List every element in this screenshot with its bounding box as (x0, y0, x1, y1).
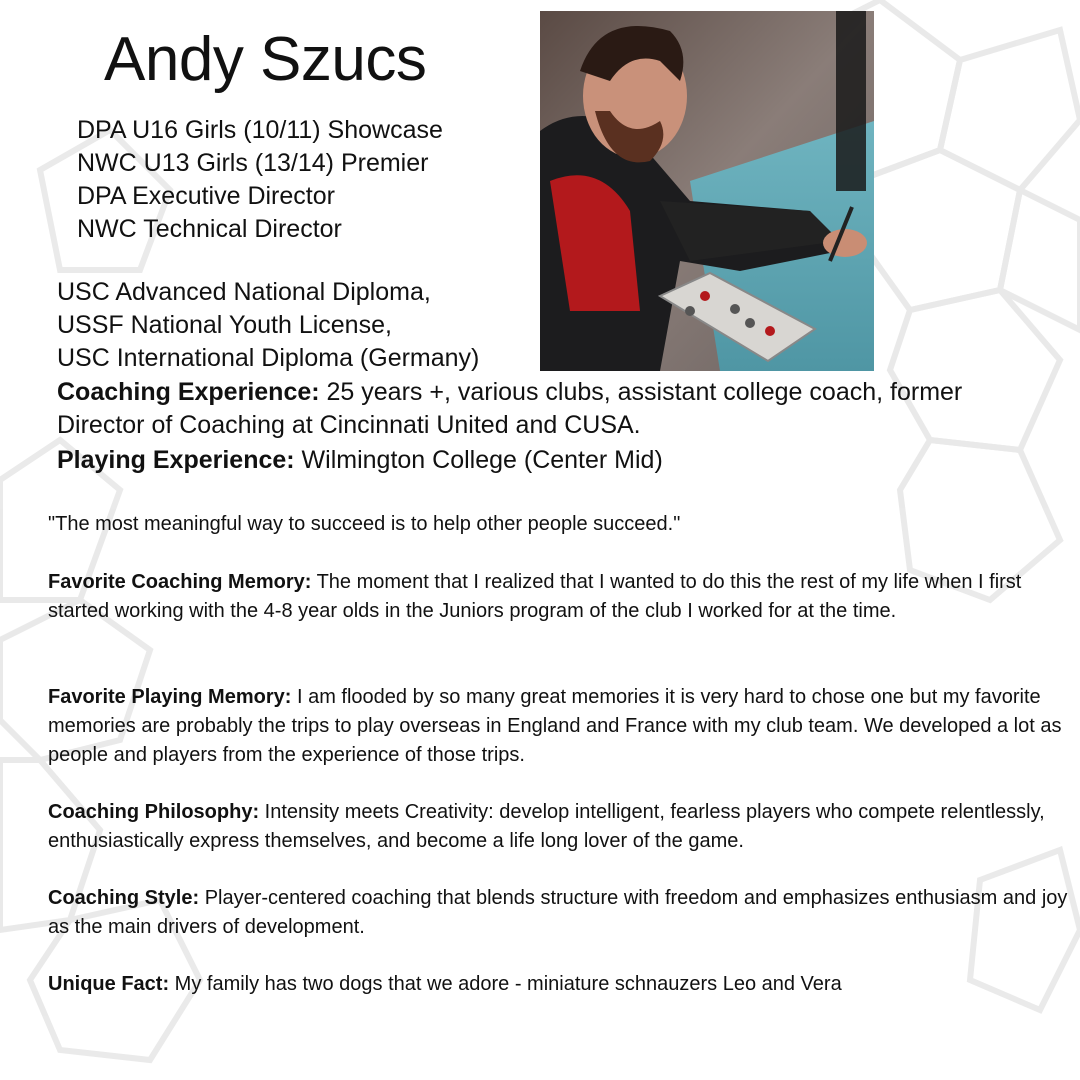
section-text: I am flooded by so many great memories it is very hard to chose one but my favorite memories are probably the trips to play overseas in England and France with my club team. We developed a lot as people and players from the experience of those trips. (48, 686, 1062, 766)
coaching-experience-label: Coaching Experience: (57, 378, 320, 406)
section-text: Player-centered coaching that blends structure with freedom and emphasizes enthusiasm and joy as the main drivers of development. (48, 887, 1068, 938)
playing-experience (57, 444, 1017, 477)
playing-experience-label: Playing Experience: (57, 446, 295, 474)
section-label: Favorite Coaching Memory: (48, 571, 312, 593)
section-text: The moment that I realized that I wanted to do this the rest of my life when I first started working with the 4-8 year olds in the Juniors program of the club I worked for at the time. (48, 571, 1022, 622)
coaching-experience-text: 25 years +, various clubs, assistant college coach, former Director of Coaching at Cincinnati United and CUSA. (57, 378, 963, 439)
coaching-style (48, 884, 1074, 942)
role-item: NWC Technical Director (77, 215, 342, 243)
role-item: NWC U13 Girls (13/14) Premier (77, 149, 429, 177)
coaching-philosophy (48, 798, 1074, 856)
license-item: USC International Diploma (Germany) (57, 344, 480, 372)
license-item: USC Advanced National Diploma, (57, 278, 431, 306)
coach-name: Andy Szucs (104, 25, 427, 94)
coaching-experience (57, 376, 1017, 442)
section-label: Coaching Philosophy: (48, 801, 260, 823)
quote: "The most meaningful way to succeed is to help other people succeed." (48, 513, 681, 535)
section-label: Coaching Style: (48, 887, 200, 909)
playing-experience-text: Wilmington College (Center Mid) (294, 446, 663, 474)
section-text: My family has two dogs that we adore - miniature schnauzers Leo and Vera (169, 973, 842, 995)
licenses-list (57, 276, 479, 375)
favorite-coaching-memory (48, 568, 1074, 626)
coach-photo (540, 11, 874, 371)
role-item: DPA U16 Girls (10/11) Showcase (77, 116, 443, 144)
roles-list (77, 114, 443, 246)
license-item: USSF National Youth License, (57, 311, 392, 339)
section-label: Unique Fact: (48, 973, 170, 995)
unique-fact (48, 970, 1074, 999)
section-text: Intensity meets Creativity: develop intelligent, fearless players who compete relentlessly, enthusiastically express themselves, and become a life long lover of the game. (48, 801, 1045, 852)
favorite-playing-memory (48, 683, 1074, 770)
section-label: Favorite Playing Memory: (48, 686, 292, 708)
role-item: DPA Executive Director (77, 182, 335, 210)
